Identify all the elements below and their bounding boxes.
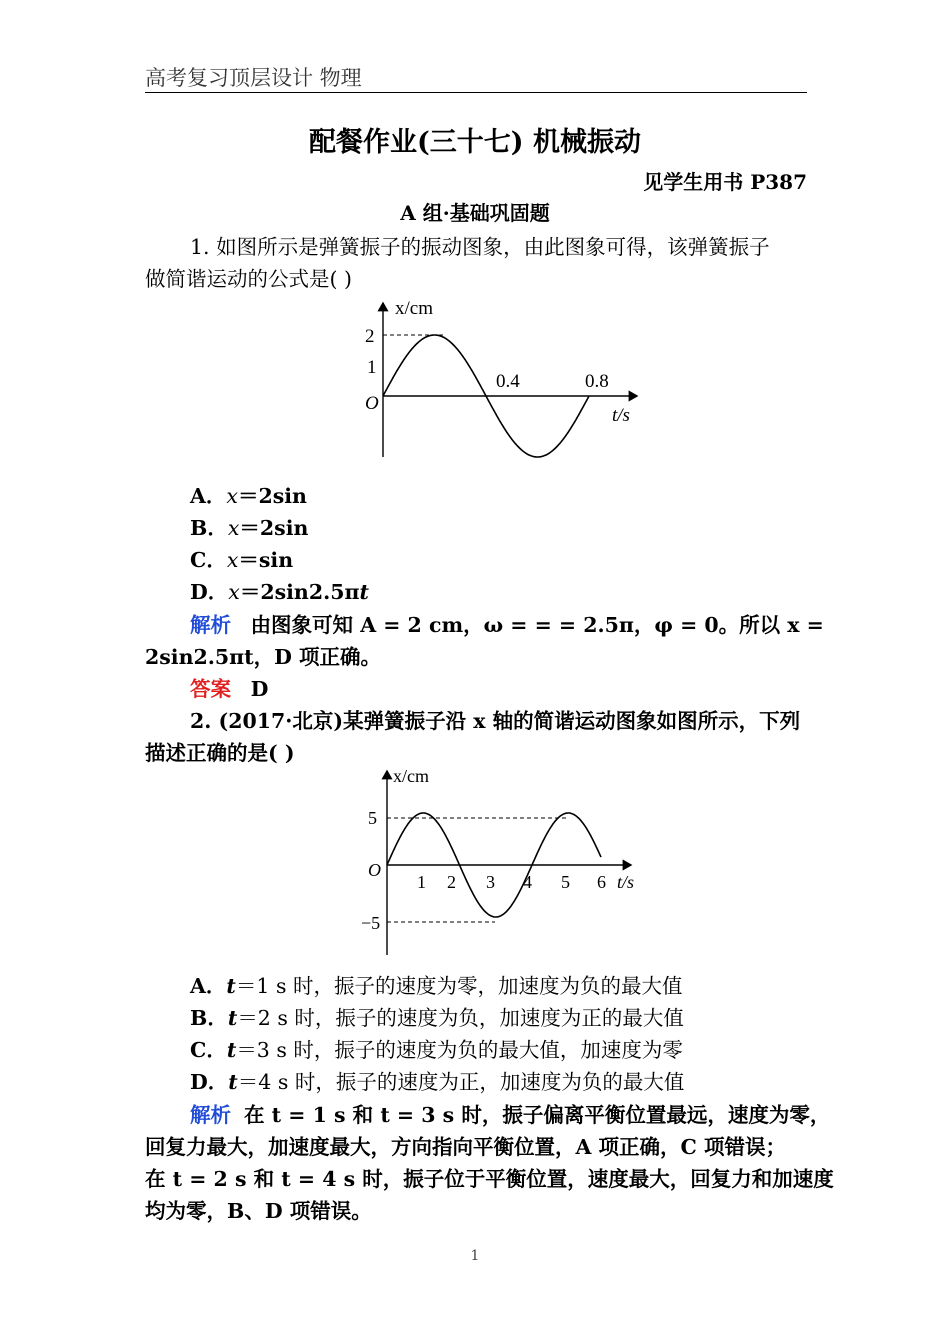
q2-x-label: t/s <box>617 872 635 892</box>
q1-answer: 答案 D <box>190 677 269 701</box>
q2-analysis-line3: 在 t = 2 s 和 t = 4 s 时，振子位于平衡位置，速度最大，回复力和加速度 <box>145 1167 834 1191</box>
page-number: 1 <box>470 1248 480 1264</box>
q1-x-label: t/s <box>612 405 630 426</box>
q2-analysis-label: 解析 <box>190 1103 231 1127</box>
q2-analysis-line2: 回复力最大，加速度最大，方向指向平衡位置，A 项正确，C 项错误； <box>145 1135 786 1159</box>
q1-y-tick-1: 1 <box>367 357 377 378</box>
page-title: 配餐作业(三十七) 机械振动 <box>309 127 641 158</box>
q1-y-tick-2: 2 <box>365 326 375 347</box>
q2-y-label: x/cm <box>393 766 429 786</box>
q2-option-a[interactable]: A．t＝1 s 时，振子的速度为零，加速度为负的最大值 <box>190 974 683 998</box>
q1-stem-line1: 1. 如图所示是弹簧振子的振动图象，由此图象可得，该弹簧振子 <box>190 235 770 259</box>
q1-option-b[interactable]: B．x＝2sin <box>190 516 309 540</box>
q1-origin-label: O <box>365 393 379 414</box>
q1-stem-line2: 做简谐运动的公式是( ) <box>145 267 353 291</box>
q2-stem-line2: 描述正确的是( ) <box>145 741 295 765</box>
q2-origin-label: O <box>368 860 381 880</box>
q2-y-tick-5: 5 <box>368 808 377 828</box>
q2-graph <box>355 765 645 960</box>
q1-option-c[interactable]: C．x＝sin <box>190 548 294 572</box>
q1-x-tick-08: 0.8 <box>585 371 609 392</box>
running-header: 高考复习顶层设计 物理 <box>145 66 362 90</box>
q2-x-tick-5: 5 <box>561 872 570 892</box>
q2-x-tick-6: 6 <box>597 872 606 892</box>
q2-option-d[interactable]: D．t＝4 s 时，振子的速度为正，加速度为负的最大值 <box>190 1070 685 1094</box>
q2-y-tick-neg5: −5 <box>361 913 381 933</box>
q1-y-label: x/cm <box>395 298 433 319</box>
q1-analysis-line1: 解析 由图象可知 A = 2 cm，ω = = = 2.5π，φ = 0。所以 x = <box>190 613 824 637</box>
q1-graph <box>355 295 655 465</box>
q2-analysis-line4: 均为零，B、D 项错误。 <box>145 1199 372 1223</box>
q2-x-tick-4: 4 <box>523 872 532 892</box>
q2-option-c[interactable]: C．t＝3 s 时，振子的速度为负的最大值，加速度为零 <box>190 1038 683 1062</box>
q1-answer-label: 答案 <box>190 677 231 701</box>
q2-analysis-line1: 解析 在 t = 1 s 和 t = 3 s 时，振子偏离平衡位置最远，速度为零， <box>190 1103 831 1127</box>
q2-x-tick-1: 1 <box>417 872 426 892</box>
q1-analysis-label: 解析 <box>190 613 231 637</box>
q1-x-tick-04: 0.4 <box>496 371 520 392</box>
q2-stem-line1: 2. (2017·北京)某弹簧振子沿 x 轴的简谐运动图象如图所示，下列 <box>190 709 801 733</box>
q1-analysis-line2: 2sin2.5πt，D 项正确。 <box>145 645 382 669</box>
q1-option-a[interactable]: A．x＝2sin <box>190 484 307 508</box>
q2-x-tick-3: 3 <box>486 872 495 892</box>
q2-option-b[interactable]: B．t＝2 s 时，振子的速度为负，加速度为正的最大值 <box>190 1006 684 1030</box>
q2-x-tick-2: 2 <box>447 872 456 892</box>
book-reference: 见学生用书 P387 <box>643 170 807 194</box>
group-title: A 组·基础巩固题 <box>400 201 550 225</box>
q1-option-d[interactable]: D．x＝2sin2.5πt <box>190 580 369 604</box>
header-divider <box>145 92 807 93</box>
